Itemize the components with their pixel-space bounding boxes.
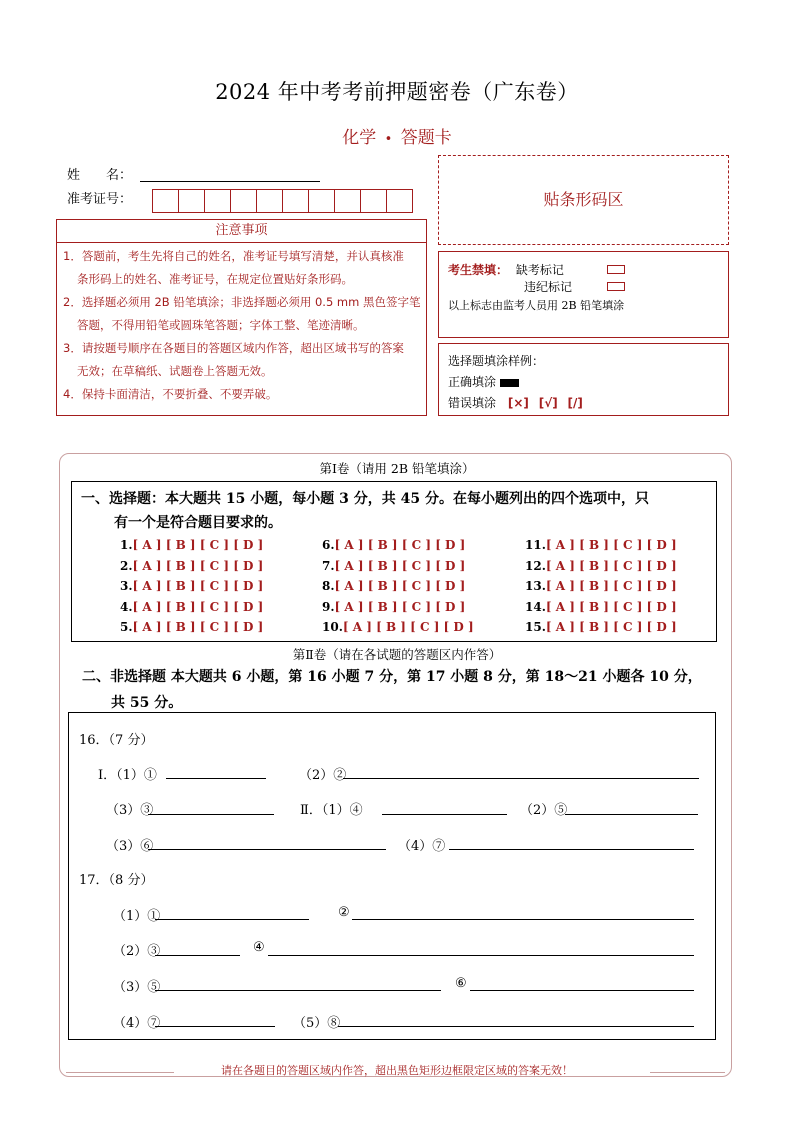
part1-section-title-cont: 有一个是符合题目要求的。 bbox=[114, 515, 282, 531]
footer-rule-right bbox=[650, 1072, 725, 1073]
absent-label: 缺考标记 bbox=[515, 263, 564, 277]
q17-4-field[interactable] bbox=[268, 954, 694, 956]
forbidden-label: 考生禁填： bbox=[448, 263, 509, 277]
q17-3-label: （2）③ bbox=[113, 944, 161, 959]
q16-1-1-label: Ⅰ．（1）① bbox=[98, 768, 157, 783]
id-label: 准考证号： bbox=[67, 192, 133, 207]
id-number-boxes[interactable] bbox=[152, 189, 413, 213]
choice-row[interactable]: 2.[ A ] [ B ] [ C ] [ D ] bbox=[120, 558, 264, 573]
q16-2-3-field[interactable] bbox=[148, 848, 386, 850]
choice-column-2 bbox=[322, 538, 474, 641]
correct-fill-label: 正确填涂 bbox=[448, 375, 497, 389]
part2-section-title-cont: 共 55 分。 bbox=[111, 695, 183, 711]
violation-label: 违纪标记 bbox=[524, 280, 573, 294]
q16-1-3-label: （3）③ bbox=[106, 803, 154, 818]
choice-row[interactable]: 3.[ A ] [ B ] [ C ] [ D ] bbox=[120, 579, 264, 593]
choice-row[interactable]: 1.[ A ] [ B ] [ C ] [ D ] bbox=[120, 538, 264, 552]
name-label: 姓 名： bbox=[67, 168, 133, 183]
q16-1-3-field[interactable] bbox=[148, 813, 274, 815]
choice-row[interactable]: 6.[ A ] [ B ] [ C ] [ D ] bbox=[322, 538, 466, 552]
q17-2-label: ② bbox=[338, 905, 350, 920]
choice-row[interactable]: 10.[ A ] [ B ] [ C ] [ D ] bbox=[322, 620, 474, 634]
q16-1-2-label: （2）② bbox=[299, 768, 347, 783]
note-line: 2．选择题必须用 2B 铅笔填涂；非选择题必须用 0.5 mm 黑色签字笔 bbox=[63, 295, 421, 309]
choice-column-1 bbox=[120, 538, 263, 641]
page-title: 2024 年中考考前押题密卷（广东卷） bbox=[215, 80, 579, 104]
q17-3-field[interactable] bbox=[155, 954, 240, 956]
notes-heading: 注意事项 bbox=[215, 223, 268, 238]
card-type-label: 答题卡 bbox=[400, 128, 452, 148]
q16-label: 16．（7 分） bbox=[79, 733, 154, 748]
q16-2-2-field[interactable] bbox=[565, 813, 698, 815]
choice-row[interactable]: 11.[ A ] [ B ] [ C ] [ D ] bbox=[525, 538, 677, 552]
proctor-marks-panel bbox=[438, 251, 729, 338]
note-line: 无效；在草稿纸、试题卷上答题无效。 bbox=[77, 364, 273, 378]
notes-header bbox=[56, 219, 427, 243]
choice-row[interactable]: 15.[ A ] [ B ] [ C ] [ D ] bbox=[525, 620, 677, 634]
choice-row[interactable]: 8.[ A ] [ B ] [ C ] [ D ] bbox=[322, 579, 466, 593]
q17-1-label: （1）① bbox=[113, 909, 161, 924]
q16-2-1-label: Ⅱ．（1）④ bbox=[300, 803, 363, 818]
wrong-fill-label: 错误填涂 bbox=[448, 396, 497, 410]
part1-section-title: 一、选择题：本大题共 15 小题，每小题 3 分，共 45 分。在每小题列出的四个选项中，只 bbox=[81, 491, 649, 507]
id-digit-box[interactable] bbox=[309, 190, 335, 212]
id-digit-box[interactable] bbox=[335, 190, 361, 212]
q16-2-2-label: （2）⑤ bbox=[520, 803, 568, 818]
q17-1-field[interactable] bbox=[155, 918, 309, 920]
wrong-fill-sample-3: [/] bbox=[567, 396, 583, 410]
q17-6-label: ⑥ bbox=[455, 976, 467, 991]
choice-row[interactable]: 4.[ A ] [ B ] [ C ] [ D ] bbox=[120, 599, 264, 614]
wrong-fill-sample-2: [√] bbox=[538, 396, 558, 410]
q17-4-label: ④ bbox=[253, 940, 265, 955]
q16-1-1-field[interactable] bbox=[166, 777, 266, 779]
note-line: 条形码上的姓名、准考证号，在规定位置贴好条形码。 bbox=[77, 272, 353, 286]
q16-2-1-field[interactable] bbox=[382, 813, 507, 815]
subject-label: 化学 bbox=[342, 128, 377, 148]
correct-fill-sample bbox=[500, 379, 519, 387]
page-subtitle bbox=[0, 123, 794, 148]
q17-7-label: （4）⑦ bbox=[113, 1016, 161, 1031]
footer-warning: 请在各题目的答题区域内作答，超出黑色矩形边框限定区域的答案无效！ bbox=[221, 1064, 573, 1077]
note-line: 4．保持卡面清洁，不要折叠、不要弄破。 bbox=[63, 387, 278, 401]
id-digit-box[interactable] bbox=[153, 190, 179, 212]
id-digit-box[interactable] bbox=[387, 190, 412, 212]
q16-1-2-field[interactable] bbox=[343, 777, 699, 779]
choice-column-3 bbox=[525, 538, 677, 641]
id-digit-box[interactable] bbox=[257, 190, 283, 212]
note-line: 1．答题前，考生先将自己的姓名，准考证号填写清楚，并认真核准 bbox=[63, 249, 404, 263]
id-digit-box[interactable] bbox=[205, 190, 231, 212]
id-digit-box[interactable] bbox=[283, 190, 309, 212]
part2-section-title: 二、非选择题 本大题共 6 小题，第 16 小题 7 分，第 17 小题 8 分，第 18～21 小题各 10 分， bbox=[82, 669, 702, 685]
q17-6-field[interactable] bbox=[470, 989, 694, 991]
id-digit-box[interactable] bbox=[361, 190, 387, 212]
bullet-icon: • bbox=[384, 132, 393, 147]
q17-8-label: （5）⑧ bbox=[293, 1016, 341, 1031]
wrong-fill-sample-1: [×] bbox=[507, 396, 529, 410]
fill-sample-panel bbox=[438, 343, 729, 416]
choice-row[interactable]: 5.[ A ] [ B ] [ C ] [ D ] bbox=[120, 620, 264, 634]
part1-heading: 第Ⅰ卷（请用 2B 铅笔填涂） bbox=[319, 461, 475, 476]
barcode-area bbox=[438, 155, 729, 245]
choice-row[interactable]: 12.[ A ] [ B ] [ C ] [ D ] bbox=[525, 558, 677, 573]
q16-2-3-label: （3）⑥ bbox=[106, 839, 154, 854]
part2-heading: 第Ⅱ卷（请在各试题的答题区内作答） bbox=[292, 647, 502, 662]
q17-5-label: （3）⑤ bbox=[113, 980, 161, 995]
q17-7-field[interactable] bbox=[155, 1025, 275, 1027]
choice-row[interactable]: 13.[ A ] [ B ] [ C ] [ D ] bbox=[525, 579, 677, 593]
q17-2-field[interactable] bbox=[352, 918, 694, 920]
q16-2-4-field[interactable] bbox=[449, 848, 694, 850]
choice-row[interactable]: 9.[ A ] [ B ] [ C ] [ D ] bbox=[322, 599, 466, 614]
note-line: 答题，不得用铅笔或圆珠笔答题；字体工整、笔迹清晰。 bbox=[77, 318, 365, 332]
note-line: 3．请按题号顺序在各题目的答题区域内作答，超出区域书写的答案 bbox=[63, 341, 404, 355]
name-field[interactable] bbox=[140, 180, 320, 182]
choice-row[interactable]: 7.[ A ] [ B ] [ C ] [ D ] bbox=[322, 558, 466, 573]
absent-mark-box[interactable] bbox=[607, 265, 625, 274]
forbidden-note: 以上标志由监考人员用 2B 铅笔填涂 bbox=[448, 299, 625, 312]
notes-panel bbox=[56, 242, 427, 416]
id-digit-box[interactable] bbox=[179, 190, 205, 212]
barcode-area-label: 贴条形码区 bbox=[543, 190, 624, 209]
id-digit-box[interactable] bbox=[231, 190, 257, 212]
sample-heading: 选择题填涂样例： bbox=[448, 354, 545, 368]
q17-label: 17．（8 分） bbox=[79, 873, 154, 888]
q17-8-field[interactable] bbox=[338, 1025, 694, 1027]
q16-2-4-label: （4）⑦ bbox=[398, 839, 446, 854]
violation-mark-box[interactable] bbox=[607, 282, 625, 291]
q17-5-field[interactable] bbox=[155, 989, 441, 991]
choice-row[interactable]: 14.[ A ] [ B ] [ C ] [ D ] bbox=[525, 599, 677, 614]
